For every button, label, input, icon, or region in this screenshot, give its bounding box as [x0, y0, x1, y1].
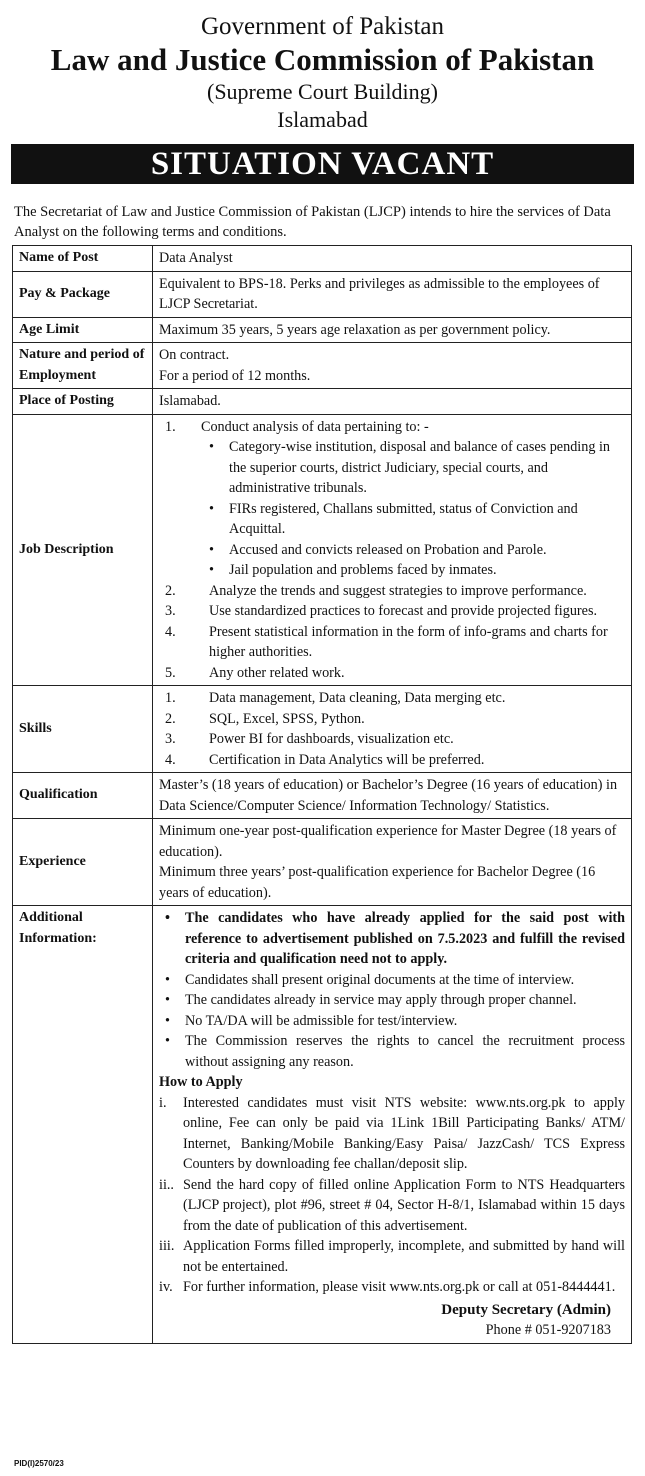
row-label: Job Description	[13, 414, 153, 686]
pid-code: PID(I)2570/23	[14, 1459, 64, 1468]
row-value	[153, 343, 632, 389]
list-item: • The candidates already in service may apply through proper channel.	[159, 990, 625, 1011]
building-line: (Supreme Court Building)	[207, 79, 438, 104]
row-value	[153, 819, 632, 906]
list-item: 4. Present statistical information in the form of info-grams and charts for higher authorities.	[165, 623, 608, 660]
experience-bachelor: Minimum three years’ post-qualification experience for Bachelor Degree (16 years of education).	[159, 864, 596, 901]
list-item: 3. Use standardized practices to forecast and provide projected figures.	[165, 603, 598, 619]
list-item: • FIRs registered, Challans submitted, status of Conviction and Acquittal.	[159, 499, 625, 540]
table-row	[13, 343, 632, 389]
list-item: 2. Analyze the trends and suggest strategies to improve performance.	[165, 582, 587, 599]
experience-master: Minimum one-year post-qualification experience for Master Degree (18 years of education).	[159, 823, 617, 860]
list-item: • Accused and convicts released on Probation and Parole.	[159, 540, 625, 561]
list-item: 5. Any other related work.	[165, 664, 345, 681]
city-line: Islamabad	[277, 107, 368, 132]
list-item: • No TA/DA will be admissible for test/interview.	[159, 1011, 625, 1032]
row-label: Nature and period of Employment	[13, 343, 153, 389]
row-label: Pay & Package	[13, 271, 153, 317]
additional-information	[153, 906, 632, 1344]
list-item: • Candidates shall present original documents at the time of interview.	[159, 970, 625, 991]
list-item: 1. Data management, Data cleaning, Data merging etc.	[165, 690, 506, 706]
row-label: Additional Information:	[13, 906, 153, 1344]
table-row	[13, 773, 632, 819]
job-description	[153, 414, 632, 686]
table-row	[13, 317, 632, 343]
how-to-apply-heading: How to Apply	[159, 1074, 243, 1090]
list-item: 1. Conduct analysis of data pertaining to: - • Category-wise institution, disposal and balance of cases pending in the superior courts, district Judiciary, special courts, and administrative tribunals. • FIRs registered, Challans submitted, status of Conviction and Acquittal. • Accused and convicts released on Probation and Parole. • Jail population and problems faced by inmates.	[159, 417, 625, 581]
row-label: Place of Posting	[13, 389, 153, 415]
row-value: Islamabad.	[153, 389, 632, 415]
list-item: iv. For further information, please visit www.nts.org.pk or call at 051-8444441.	[159, 1279, 616, 1295]
row-label: Qualification	[13, 773, 153, 819]
row-label: Experience	[13, 819, 153, 906]
row-value: Equivalent to BPS-18. Perks and privileges as admissible to the employees of LJCP Secretariat.	[153, 271, 632, 317]
row-value: Data Analyst	[153, 246, 632, 272]
list-item: • Category-wise institution, disposal and balance of cases pending in the superior courts, district Judiciary, special courts, and administrative tribunals.	[159, 437, 625, 499]
list-item: • The Commission reserves the rights to cancel the recruitment process without assigning any reason.	[159, 1031, 625, 1072]
row-label: Skills	[13, 686, 153, 773]
table-row	[13, 906, 632, 1344]
signature-title: Deputy Secretary (Admin)	[441, 1301, 611, 1318]
list-item: iii. Application Forms filled improperly, incomplete, and submitted by hand will not be entertained.	[159, 1238, 625, 1275]
table-row	[13, 819, 632, 906]
situation-vacant-banner: SITUATION VACANT	[11, 144, 634, 184]
table-row	[13, 246, 632, 272]
list-item: ii.. Send the hard copy of filled online Application Form to NTS Headquarters (LJCP project), plot #96, street # 04, Sector H-8/1, Islamabad within 15 days from the date of publication of this advertisement.	[159, 1176, 625, 1234]
row-label: Age Limit	[13, 317, 153, 343]
terms-table	[12, 245, 632, 1344]
list-item: 4. Certification in Data Analytics will be preferred.	[165, 751, 485, 768]
commission-name: Law and Justice Commission of Pakistan	[50, 42, 595, 77]
letterhead	[0, 0, 645, 134]
table-row	[13, 389, 632, 415]
table-row	[13, 271, 632, 317]
list-item: 3. Power BI for dashboards, visualization etc.	[165, 731, 454, 747]
table-row	[13, 686, 632, 773]
government-line: Government of Pakistan	[200, 13, 444, 40]
signature-block	[159, 1300, 625, 1341]
period-line: For a period of 12 months.	[159, 367, 311, 384]
row-value: Master’s (18 years of education) or Bachelor’s Degree (16 years of education) in Data Science/Computer Science/ Information Technology/ Statistics.	[153, 773, 632, 819]
row-label: Name of Post	[13, 246, 153, 272]
list-item: • The candidates who have already applied for the said post with reference to advertisement published on 7.5.2023 and fulfill the revised criteria and qualification need not to apply.	[159, 908, 625, 970]
row-value: Maximum 35 years, 5 years age relaxation as per government policy.	[153, 317, 632, 343]
skills-list	[153, 686, 632, 773]
nature-line: On contract.	[159, 347, 230, 363]
signature-phone: Phone # 051-9207183	[485, 1322, 611, 1338]
table-row	[13, 414, 632, 686]
list-item: i. Interested candidates must visit NTS website: www.nts.org.pk to apply online, Fee can only be paid via 1Link 1Bill Participating Banks/ ATM/ Internet, Banking/Mobile Banking/Easy Paisa/ JazzCash/ TCS Express Counters by downloading fee challan/deposit slip.	[159, 1094, 625, 1172]
list-item: 2. SQL, Excel, SPSS, Python.	[165, 710, 365, 727]
intro-paragraph: The Secretariat of Law and Justice Commission of Pakistan (LJCP) intends to hire the services of Data Analyst on the following terms and conditions.	[14, 204, 611, 240]
list-item: • Jail population and problems faced by inmates.	[159, 560, 625, 581]
